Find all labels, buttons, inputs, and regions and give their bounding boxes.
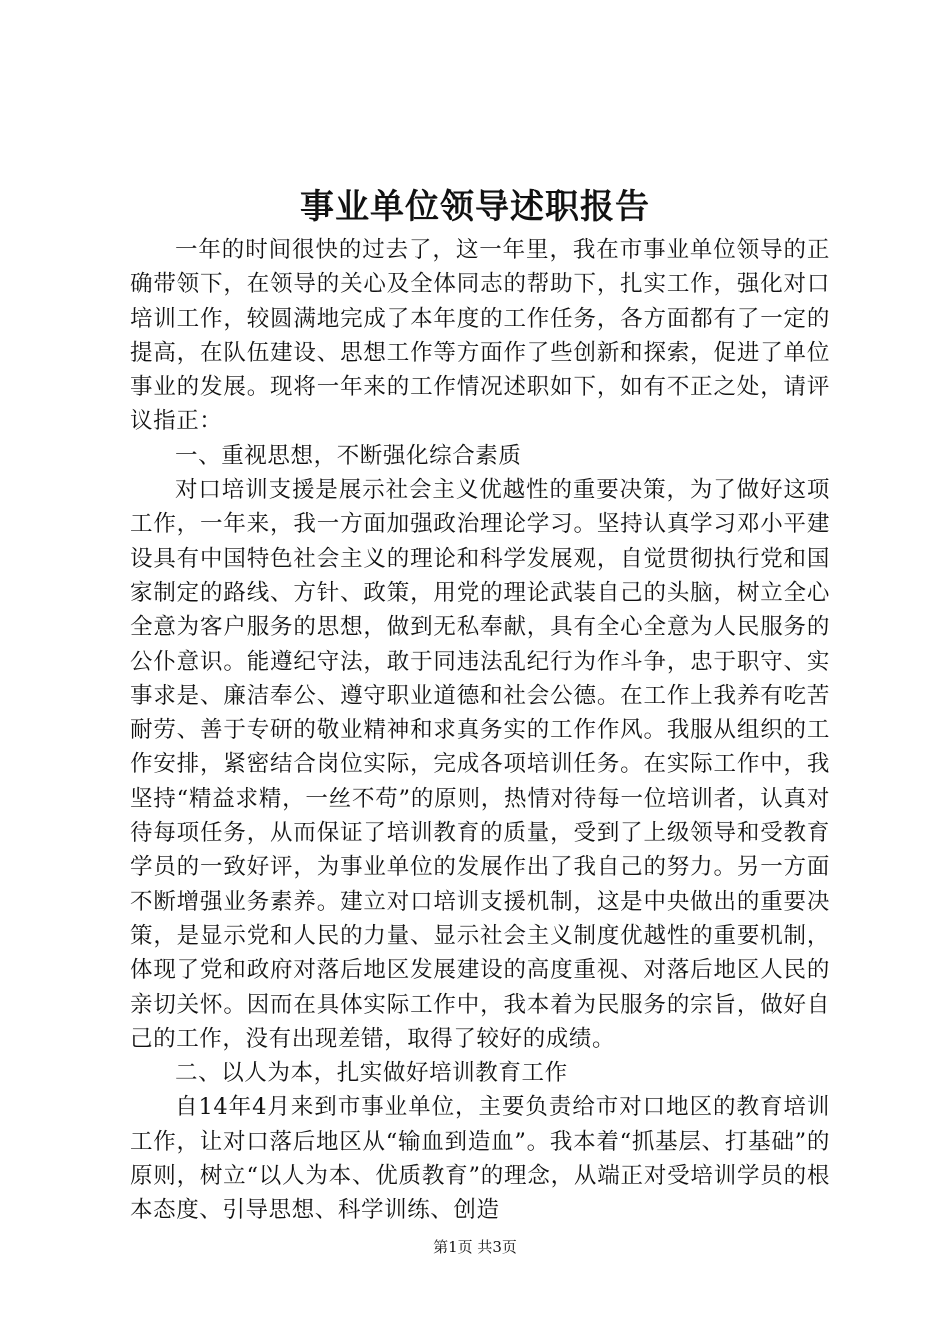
document-title: 事业单位领导述职报告 [300, 187, 650, 227]
paragraph-intro: 一年的时间很快的过去了，这一年里，我在市事业单位领导的正确带领下，在领导的关心及全体同志的帮助下，扎实工作，强化对口培训工作，较圆满地完成了本年度的工作任务，各方面都有了一定的提高，在队伍建设、思想工作等方面作了些创新和探索，促进了单位事业的发展。现将一年来的工作情况述职如下，如有不正之处，请评议指正： [130, 237, 830, 435]
page-footer: 第1页 共3页 [433, 1238, 517, 1256]
paragraph-section-2: 自14年4月来到市事业单位，主要负责给市对口地区的教育培训工作，让对口落后地区从“输血到造血”。我本着“抓基层、打基础”的原则，树立“以人为本、优质教育”的理念，从端正对受培训学员的根本态度、引导思想、科学训练、创造 [130, 1094, 830, 1224]
section-heading-1: 一、重视思想，不断强化综合素质 [175, 442, 522, 469]
section-heading-2: 二、以人为本，扎实做好培训教育工作 [175, 1060, 568, 1087]
paragraph-section-1: 对口培训支援是展示社会主义优越性的重要决策，为了做好这项工作，一年来，我一方面加强政治理论学习。坚持认真学习邓小平建设具有中国特色社会主义的理论和科学发展观，自觉贯彻执行党和国家制定的路线、方针、政策，用党的理论武装自己的头脑，树立全心全意为客户服务的思想，做到无私奉献，具有全心全意为人民服务的公仆意识。能遵纪守法，敢于同违法乱纪行为作斗争，忠于职守、实事求是、廉洁奉公、遵守职业道德和社会公德。在工作上我养有吃苦耐劳、善于专研的敬业精神和求真务实的工作作风。我服从组织的工作安排，紧密结合岗位实际，完成各项培训任务。在实际工作中，我坚持“精益求精，一丝不苟”的原则，热情对待每一位培训者，认真对待每项任务，从而保证了培训教育的质量，受到了上级领导和受教育学员的一致好评，为事业单位的发展作出了我自己的努力。另一方面不断增强业务素养。建立对口培训支援机制，这是中央做出的重要决策，是显示党和人民的力量、显示社会主义制度优越性的重要机制，体现了党和政府对落后地区发展建设的高度重视、对落后地区人民的亲切关怀。因而在具体实际工作中，我本着为民服务的宗旨，做好自己的工作，没有出现差错，取得了较好的成绩。 [130, 477, 830, 1052]
document-body [130, 233, 830, 1228]
